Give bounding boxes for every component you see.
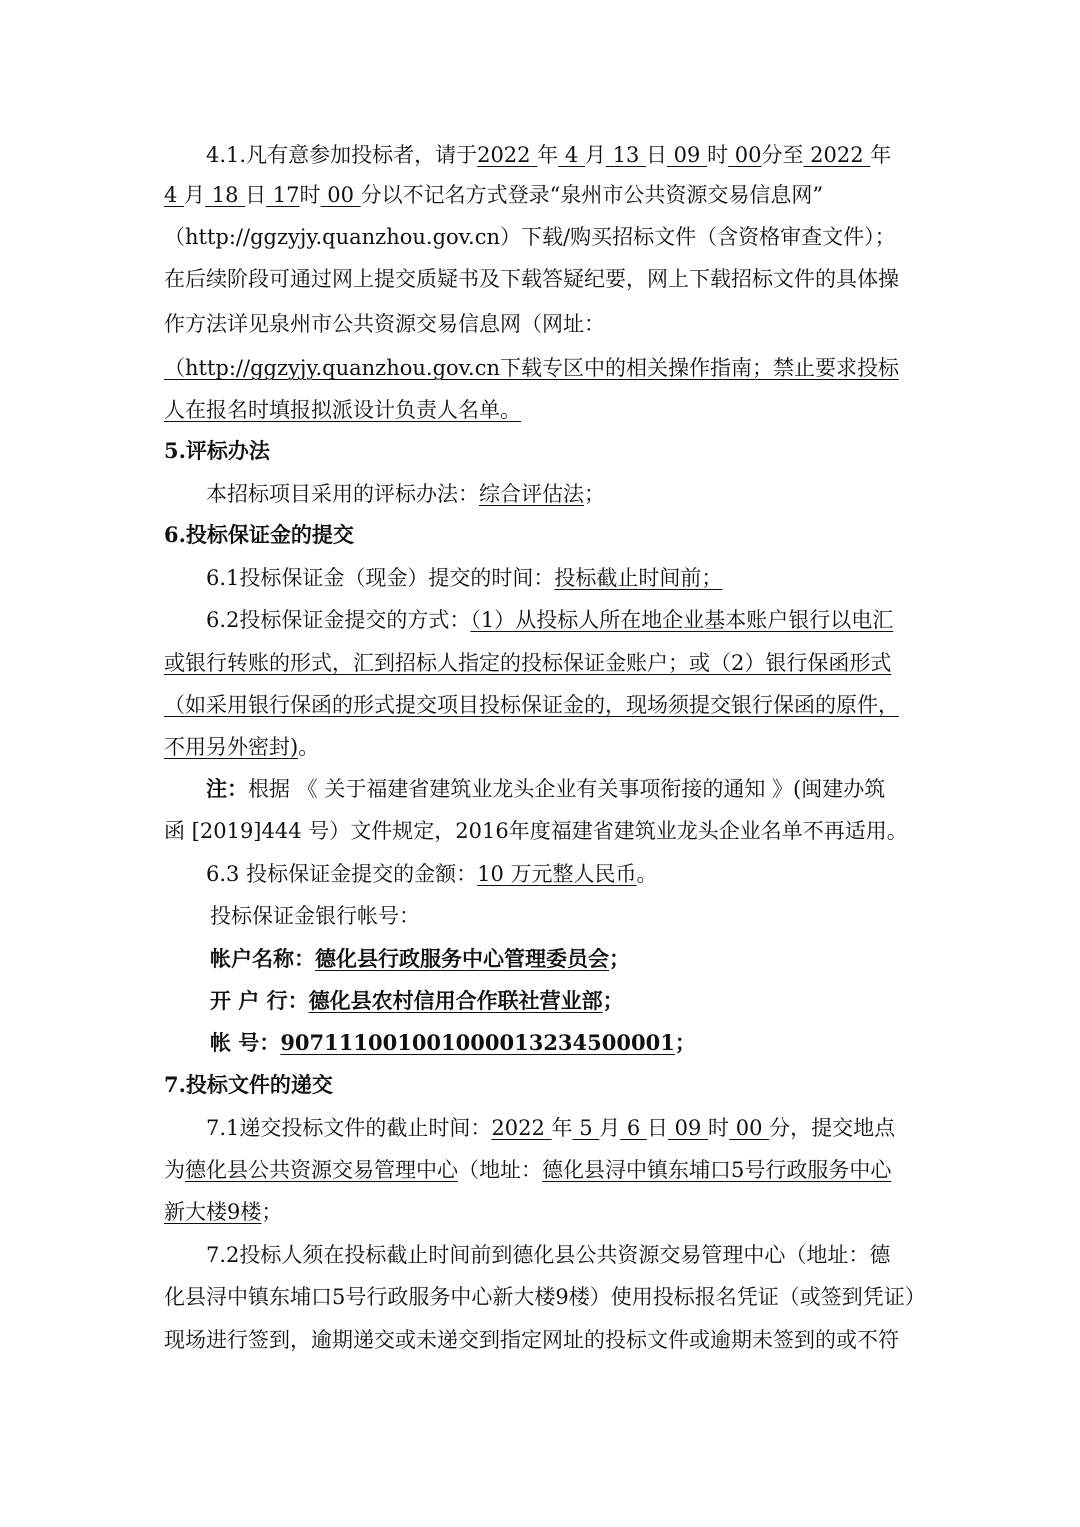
text-run: 00 <box>729 1116 770 1140</box>
para-6-2-line-1 <box>206 602 893 638</box>
para-7-2-line-2 <box>164 1279 926 1315</box>
text-run: （地址： <box>458 1158 542 1182</box>
text-run: 2022 <box>477 143 538 167</box>
text-run: 开 户 行： <box>210 988 309 1013</box>
text-run: 13 <box>605 143 646 167</box>
text-run: 帐 号： <box>210 1030 281 1055</box>
text-run: 6.1投标保证金（现金）提交的时间： <box>206 566 555 590</box>
note-line-2 <box>164 813 908 849</box>
text-run: 年 <box>551 1116 573 1140</box>
text-run: 17 <box>266 183 300 207</box>
text-run: 。 <box>298 735 320 759</box>
text-run: 。 <box>636 862 658 886</box>
section-5-heading: 5.评标办法 <box>164 438 270 463</box>
section-7-heading: 7.投标文件的递交 <box>164 1072 333 1097</box>
para-7-2-line-1 <box>206 1237 890 1273</box>
text-run: 4 <box>558 143 585 167</box>
text-run: 4 <box>164 183 185 207</box>
text-run: 6.3 投标保证金提交的金额： <box>206 862 478 886</box>
text-run: 5 <box>572 1116 600 1140</box>
text-run: 7.1递交投标文件的截止时间： <box>206 1116 492 1140</box>
text-run: 化县浔中镇东埔口5号行政服务中心新大楼9楼）使用投标报名凭证（或签到凭证） <box>164 1285 926 1309</box>
text-run: ； <box>674 1030 696 1055</box>
text-run: 函 [2019]444 号）文件规定，2016年度福建省建筑业龙头企业名单不再适用。 <box>164 819 908 843</box>
text-run: 09 <box>667 1116 709 1140</box>
text-run: ； <box>261 1200 283 1224</box>
text-run: 时 <box>707 143 729 167</box>
text-run: 人在报名时填报拟派设计负责人名单。 <box>164 398 521 422</box>
text-run: 分以不记名方式登录“泉州市公共资源交易信息网” <box>360 183 824 207</box>
text-run: 00 <box>320 183 361 207</box>
text-run: 本招标项目采用的评标办法： <box>206 482 479 506</box>
text-run: 时 <box>299 183 321 207</box>
text-run: 月 <box>599 1116 621 1140</box>
para-6-2-line-3 <box>164 687 899 723</box>
text-run: 年 <box>537 143 559 167</box>
text-run: ； <box>584 482 605 506</box>
text-run: 4.1.凡有意参加投标者，请于 <box>206 143 478 167</box>
text-run: 不用另外密封) <box>164 735 299 759</box>
text-run: 6.2投标保证金提交的方式： <box>206 608 471 632</box>
text-run: 907111001001000013234500001 <box>280 1030 675 1055</box>
text-run: 或银行转账的形式，汇到招标人指定的投标保证金账户；或（2）银行保函形式 <box>164 651 892 675</box>
para-4-1-line-7 <box>164 392 521 428</box>
text-run: 6 <box>620 1116 647 1140</box>
text-run: 在后续阶段可通过网上提交质疑书及下载答疑纪要，网上下载招标文件的具体操 <box>164 267 899 291</box>
text-run: 分至 <box>761 143 804 167</box>
para-7-1-line-2 <box>164 1152 891 1188</box>
para-5-line-1 <box>206 476 605 512</box>
text-run: 为 <box>164 1158 185 1182</box>
account-bank <box>210 983 624 1019</box>
para-7-2-line-3 <box>164 1322 899 1358</box>
text-run: 2022 <box>491 1116 552 1140</box>
text-run: 德化县农村信用合作联社营业部 <box>308 988 603 1013</box>
text-run: ； <box>609 946 630 971</box>
para-6-1 <box>206 560 722 596</box>
text-run: 德化县行政服务中心管理委员会 <box>315 946 609 971</box>
text-run: （http://ggzyjy.quanzhou.gov.cn下载专区中的相关操作指南；禁止要求投标 <box>164 356 900 380</box>
text-run: 现场进行签到，逾期递交或未递交到指定网址的投标文件或逾期未签到的或不符 <box>164 1328 899 1352</box>
text-run: 日 <box>646 143 667 167</box>
text-run: 帐户名称： <box>210 946 315 971</box>
para-4-1-line-1 <box>206 137 891 173</box>
para-4-1-line-2 <box>164 177 823 213</box>
text-run: 德化县公共资源交易管理中心 <box>185 1158 458 1182</box>
bank-account-title <box>210 898 420 934</box>
text-run: （如采用银行保函的形式提交项目投标保证金的，现场须提交银行保函的原件， <box>164 693 899 717</box>
para-7-1-line-3 <box>164 1194 282 1230</box>
text-run: （1）从投标人所在地企业基本账户银行以电汇 <box>470 608 894 632</box>
text-run: 根据 《 关于福建省建筑业龙头企业有关事项衔接的通知 》(闽建办筑 <box>248 777 886 801</box>
text-run: 投标保证金银行帐号： <box>210 904 420 928</box>
text-run: 综合评估法 <box>479 482 584 506</box>
text-run: 投标截止时间前； <box>554 566 723 590</box>
text-run: ； <box>602 988 624 1013</box>
text-run: （http://ggzyjy.quanzhou.gov.cn）下载/购买招标文件（含资格审查文件）； <box>164 225 896 249</box>
text-run: 月 <box>184 183 206 207</box>
text-run: 月 <box>584 143 606 167</box>
para-4-1-line-6 <box>164 350 899 386</box>
text-run: 时 <box>708 1116 730 1140</box>
para-6-2-line-4 <box>164 729 319 765</box>
para-4-1-line-3 <box>164 219 896 255</box>
para-6-2-line-2 <box>164 645 891 681</box>
text-run: 分，提交地点 <box>769 1116 896 1140</box>
text-run: 注： <box>206 776 248 801</box>
account-name <box>210 941 630 977</box>
text-run: 10 万元整人民币 <box>477 862 637 886</box>
para-6-3 <box>206 856 657 892</box>
text-run: 德化县浔中镇东埔口5号行政服务中心 <box>542 1158 892 1182</box>
text-run: 09 <box>667 143 708 167</box>
text-run: 年 <box>870 143 892 167</box>
text-run: 18 <box>205 183 246 207</box>
para-7-1-line-1 <box>206 1110 895 1146</box>
para-4-1-line-5 <box>164 306 605 342</box>
text-run: 日 <box>245 183 267 207</box>
account-number <box>210 1025 696 1061</box>
text-run: 2022 <box>803 143 871 167</box>
note-line-1 <box>206 771 885 807</box>
text-run: 日 <box>646 1116 668 1140</box>
text-run: 作方法详见泉州市公共资源交易信息网（网址： <box>164 312 605 336</box>
text-run: 7.2投标人须在投标截止时间前到德化县公共资源交易管理中心（地址：德 <box>206 1243 891 1267</box>
para-4-1-line-4 <box>164 261 899 297</box>
text-run: 00 <box>728 143 762 167</box>
text-run: 新大楼9楼 <box>164 1200 262 1224</box>
section-6-heading: 6.投标保证金的提交 <box>164 522 354 547</box>
